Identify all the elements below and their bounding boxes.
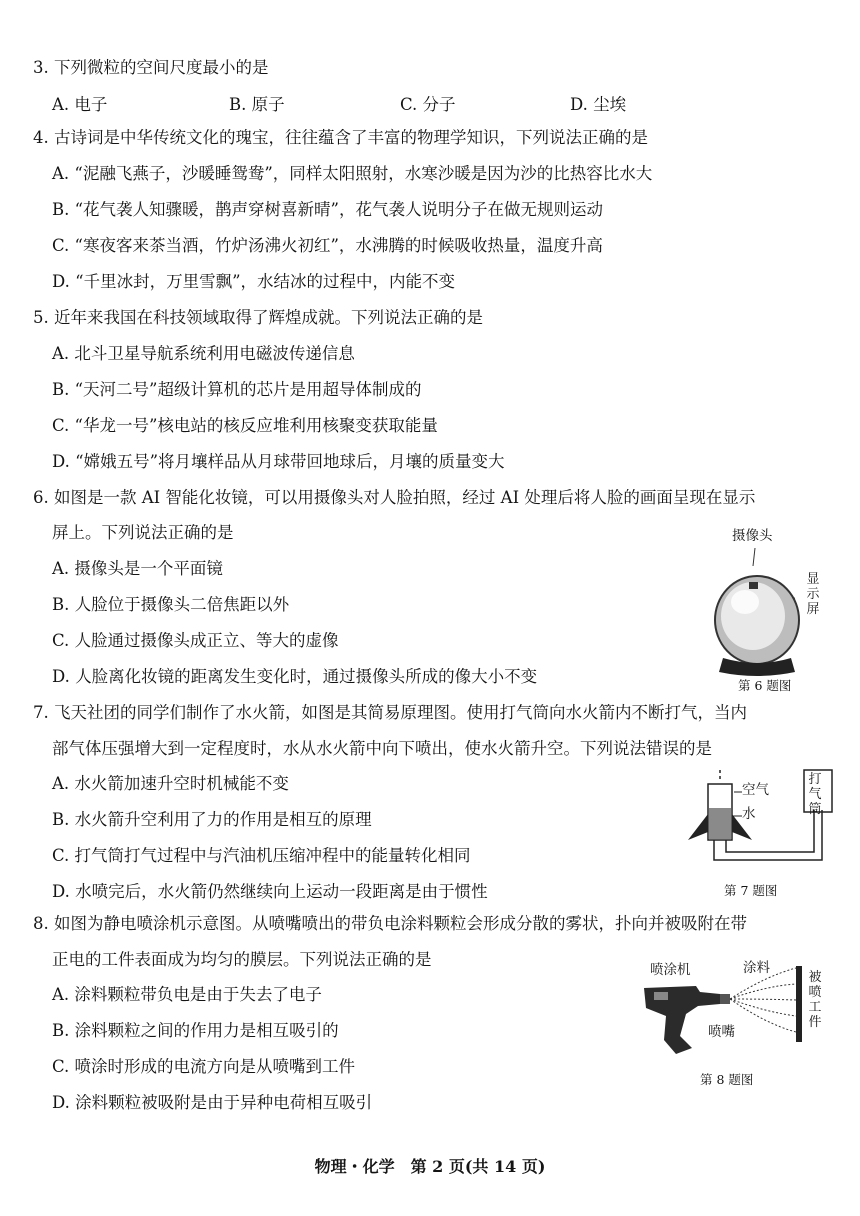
fig7-air-label: 空气 — [742, 782, 769, 798]
q6-stem-line2: 屏上。下列说法正确的是 — [52, 523, 234, 542]
q7-option-c: C. 打气筒打气过程中与汽油机压缩冲程中的能量转化相同 — [52, 846, 471, 865]
q8-option-b: B. 涂料颗粒之间的作用力是相互吸引的 — [52, 1021, 339, 1040]
sprayer-illustration — [636, 966, 816, 1062]
q3-stem: 3. 下列微粒的空间尺度最小的是 — [33, 58, 269, 77]
q8-stem-line2: 正电的工件表面成为均匀的膜层。下列说法正确的是 — [52, 950, 432, 969]
q5-option-d: D. “嫦娥五号”将月壤样品从月球带回地球后，月壤的质量变大 — [52, 452, 505, 471]
q7-option-b: B. 水火箭升空利用了力的作用是相互的原理 — [52, 810, 372, 829]
q4-option-a: A. “泥融飞燕子，沙暖睡鸳鸯”，同样太阳照射，水寒沙暖是因为沙的比热容比水大 — [52, 164, 653, 183]
q3-option-d: D. 尘埃 — [570, 95, 627, 114]
q4-option-d: D. “千里冰封，万里雪飘”，水结冰的过程中，内能不变 — [52, 272, 456, 291]
q5-option-b: B. “天河二号”超级计算机的芯片是用超导体制成的 — [52, 380, 422, 399]
q7-stem-line2: 部气体压强增大到一定程度时，水从水火箭中向下喷出，使水火箭升空。下列说法错误的是 — [52, 739, 712, 758]
fig7-pump-label: 打气筒 — [808, 772, 822, 817]
fig7-water-label: 水 — [742, 806, 756, 822]
page-footer: 物理・化学 第 2 页(共 14 页) — [314, 1157, 546, 1176]
fig6-screen-label: 显示屏 — [806, 572, 820, 617]
q6-option-a: A. 摄像头是一个平面镜 — [52, 559, 223, 578]
q7-option-d: D. 水喷完后，水火箭仍然继续向上运动一段距离是由于惯性 — [52, 882, 488, 901]
q5-option-a: A. 北斗卫星导航系统利用电磁波传递信息 — [52, 344, 355, 363]
q4-option-c: C. “寒夜客来茶当酒，竹炉汤沸火初红”，水沸腾的时候吸收热量，温度升高 — [52, 236, 603, 255]
fig8-caption: 第 8 题图 — [700, 1072, 754, 1087]
q6-option-c: C. 人脸通过摄像头成正立、等大的虚像 — [52, 631, 339, 650]
fig8-nozzle-label: 喷嘴 — [708, 1024, 735, 1040]
q6-option-b: B. 人脸位于摄像头二倍焦距以外 — [52, 595, 290, 614]
q5-option-c: C. “华龙一号”核电站的核反应堆利用核聚变获取能量 — [52, 416, 438, 435]
fig6-caption: 第 6 题图 — [738, 678, 792, 693]
fig8-paint-label: 涂料 — [743, 960, 770, 976]
q7-option-a: A. 水火箭加速升空时机械能不变 — [52, 774, 289, 793]
q5-stem: 5. 近年来我国在科技领域取得了辉煌成就。下列说法正确的是 — [33, 308, 483, 327]
q7-stem-line1: 7. 飞天社团的同学们制作了水火箭，如图是其简易原理图。使用打气筒向水火箭内不断打气，当内 — [33, 703, 747, 722]
q6-stem-line1: 6. 如图是一款 AI 智能化妆镜，可以用摄像头对人脸拍照，经过 AI 处理后将人脸的画面呈现在显示 — [33, 488, 756, 507]
fig7-caption: 第 7 题图 — [724, 883, 778, 898]
q3-option-c: C. 分子 — [400, 95, 456, 114]
q3-options — [52, 91, 752, 113]
q8-option-a: A. 涂料颗粒带负电是由于失去了电子 — [52, 985, 322, 1004]
fig8-workpiece-label: 被喷工件 — [808, 970, 822, 1030]
q8-option-c: C. 喷涂时形成的电流方向是从喷嘴到工件 — [52, 1057, 356, 1076]
q3-option-b: B. 原子 — [229, 95, 285, 114]
q8-option-d: D. 涂料颗粒被吸附是由于异种电荷相互吸引 — [52, 1093, 373, 1112]
fig6-camera-label: 摄像头 — [732, 528, 773, 544]
q4-option-b: B. “花气袭人知骤暖，鹊声穿树喜新晴”，花气袭人说明分子在做无规则运动 — [52, 200, 603, 219]
q4-stem: 4. 古诗词是中华传统文化的瑰宝，往往蕴含了丰富的物理学知识，下列说法正确的是 — [33, 128, 648, 147]
q6-option-d: D. 人脸离化妆镜的距离发生变化时，通过摄像头所成的像大小不变 — [52, 667, 538, 686]
fig8-machine-label: 喷涂机 — [650, 962, 691, 978]
q3-option-a: A. 电子 — [52, 95, 108, 114]
q8-stem-line1: 8. 如图为静电喷涂机示意图。从喷嘴喷出的带负电涂料颗粒会形成分散的雾状，扑向并被吸附在带 — [33, 914, 747, 933]
